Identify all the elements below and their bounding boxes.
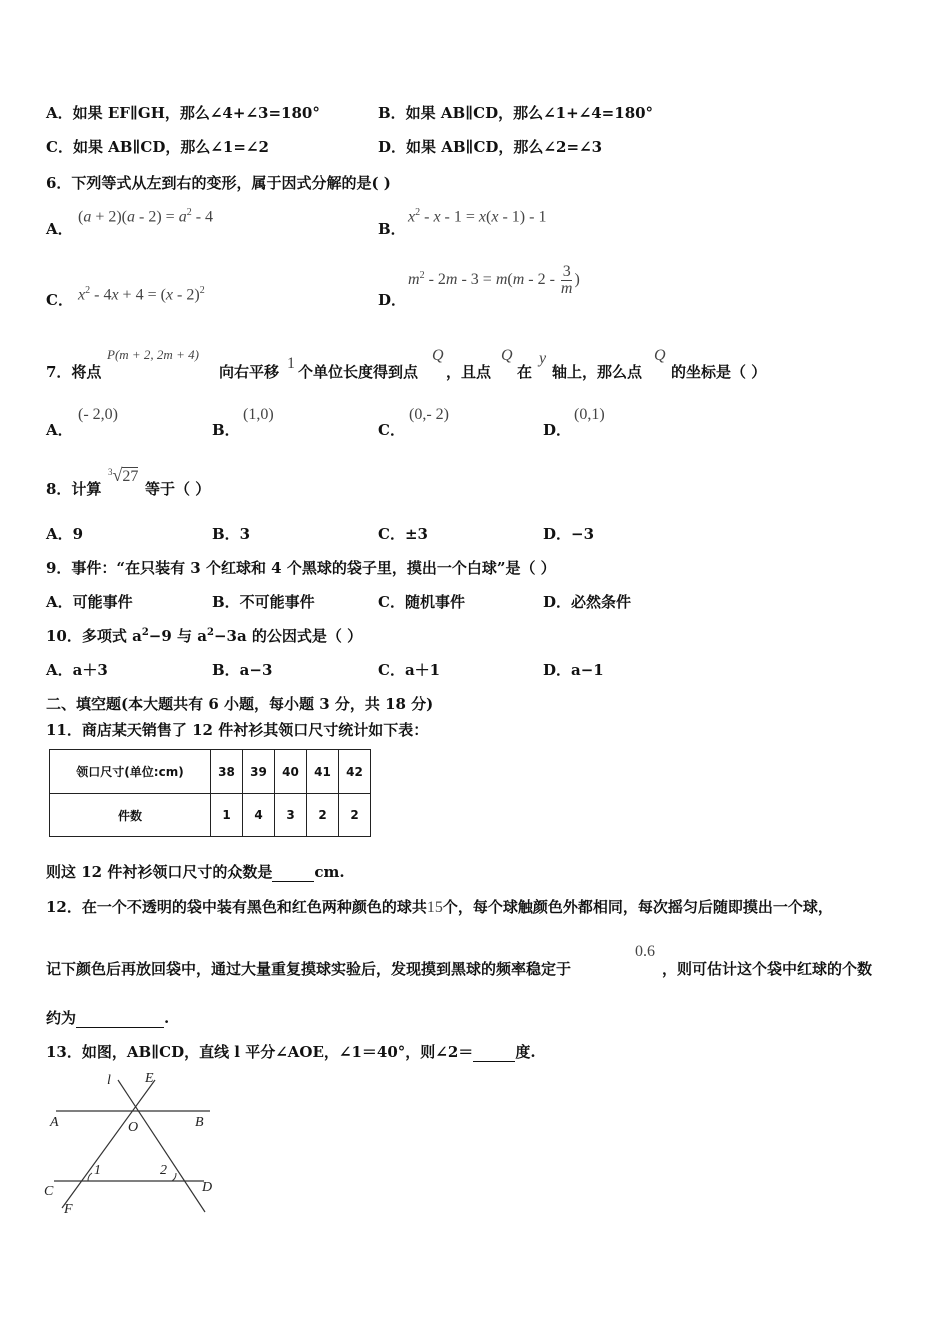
table-header-cell: 件数	[50, 794, 211, 837]
table-cell: 2	[339, 794, 371, 837]
q9-option-a: A．可能事件	[46, 593, 133, 611]
q7-option-c-value: (0,- 2)	[409, 406, 449, 423]
q7-text-3: 个单位长度得到点	[298, 363, 419, 381]
section-heading: 二、填空题(本大题共有 6 小题，每小题 3 分，共 18 分)	[46, 695, 434, 713]
q7-q-2: Q	[501, 347, 513, 364]
table-header-cell: 领口尺寸(单位:cm)	[50, 750, 211, 794]
q9-stem: 9．事件：“在只装有 3 个红球和 4 个黑球的袋子里，摸出一个白球”是（ ）	[46, 559, 556, 577]
q5-option-c: C．如果 AB∥CD，那么∠1=∠2	[46, 138, 269, 156]
q7-text-2: 向右平移	[219, 363, 280, 381]
q12-line-2: 记下颜色后再放回袋中，通过大量重复摸球实验后，发现摸到黑球的频率稳定于	[46, 960, 572, 978]
q6-option-d-label: D．	[378, 291, 407, 309]
q7-text-1: 7．将点	[46, 363, 102, 381]
q12-line-2b: ，则可估计这个袋中红球的个数	[662, 960, 873, 978]
geometry-figure	[40, 1068, 230, 1218]
q7-text-5: 在	[517, 363, 533, 381]
collar-size-table	[49, 749, 371, 837]
q8-option-c: C．±3	[378, 525, 428, 543]
q6-option-b-expr: $x^2 - x - 1 = x(x - 1) - 1$	[408, 207, 547, 226]
q5-option-d: D．如果 AB∥CD，那么∠2=∠3	[378, 138, 603, 156]
q9-option-b: B．不可能事件	[212, 593, 315, 611]
label-f: F	[64, 1202, 73, 1217]
q5-option-b: B．如果 AB∥CD，那么∠1+∠4=180°	[378, 104, 654, 122]
answer-blank[interactable]	[272, 867, 314, 882]
label-a: A	[50, 1115, 59, 1130]
table-cell: 40	[275, 750, 307, 794]
label-d: D	[202, 1180, 213, 1195]
q6-option-a-expr: $(a + 2)(a - 2) = a^2 - 4$	[78, 207, 214, 226]
q9-option-c: C．随机事件	[378, 593, 465, 611]
q13-stem: 13．如图，AB∥CD，直线 l 平分∠AOE，∠1＝40°，则∠2＝ 度.	[46, 1043, 536, 1061]
q6-option-d-expr: $m^2 - 2m - 3 = m(m - 2$ - $\frac{3}{m}$ )	[408, 263, 580, 297]
q12-line-3: 约为 .	[46, 1009, 170, 1027]
table-cell: 39	[243, 750, 275, 794]
table-row	[50, 750, 371, 794]
q7-option-b-value: (1,0)	[243, 406, 274, 423]
q7-q-3: Q	[654, 347, 666, 364]
angle-2-arc	[172, 1173, 176, 1181]
table-cell: 2	[307, 794, 339, 837]
label-angle-2: 2	[160, 1163, 167, 1178]
q7-shift: 1	[287, 355, 295, 372]
q7-text-7: 的坐标是（ ）	[671, 363, 767, 381]
label-e: E	[145, 1071, 154, 1086]
q10-option-d: D．a−1	[543, 661, 604, 679]
label-c: C	[44, 1184, 54, 1199]
q12-probability: 0.6	[635, 943, 655, 960]
q8-option-a: A．9	[46, 525, 84, 543]
q5-option-a: A．如果 EF∥GH，那么∠4+∠3=180°	[46, 104, 320, 122]
q7-q-1: Q	[432, 347, 444, 364]
answer-blank[interactable]	[76, 1013, 164, 1028]
label-angle-1: 1	[94, 1163, 101, 1178]
label-o: O	[128, 1120, 139, 1135]
q6-option-c-expr: $x^2 - 4x + 4 = (x - 2)^2$	[78, 285, 205, 304]
q10-option-c: C．a＋1	[378, 661, 441, 679]
q10-stem: 10．多项式 $a^2-9$ 与 $a^2-3a$ 的公因式是（ ）	[46, 627, 363, 645]
line-ef	[62, 1080, 155, 1208]
table-cell: 3	[275, 794, 307, 837]
q7-option-c-label: C．	[378, 421, 405, 439]
table-cell: 1	[211, 794, 243, 837]
q7-option-d-value: (0,1)	[574, 406, 605, 423]
q7-text-6: 轴上，那么点	[552, 363, 643, 381]
label-l: l	[107, 1073, 111, 1088]
q7-y: y	[539, 350, 547, 367]
answer-blank[interactable]	[473, 1047, 515, 1062]
q8-option-b: B．3	[212, 525, 251, 543]
q8-option-d: D．−3	[543, 525, 595, 543]
table-cell: 41	[307, 750, 339, 794]
table-cell: 4	[243, 794, 275, 837]
q10-option-a: A．a＋3	[46, 661, 108, 679]
q7-text-4: ，且点	[446, 363, 492, 381]
q8-text-2: 等于（ ）	[145, 480, 211, 498]
table-row	[50, 794, 371, 837]
q7-option-d-label: D．	[543, 421, 572, 439]
angle-1-arc	[88, 1173, 92, 1181]
q8-cube-root: $^3$√27	[108, 465, 139, 485]
q11-ask: 则这 12 件衬衫领口尺寸的众数是 cm.	[46, 863, 345, 881]
table-cell: 42	[339, 750, 371, 794]
q6-option-b-label: B．	[378, 220, 406, 238]
q6-option-c-label: C．	[46, 291, 73, 309]
q7-option-a-value: (- 2,0)	[78, 406, 118, 423]
q7-option-a-label: A．	[46, 421, 73, 439]
table-cell: 38	[211, 750, 243, 794]
q10-option-b: B．a−3	[212, 661, 273, 679]
label-b: B	[195, 1115, 204, 1130]
q7-point-p: P(m + 2, 2m + 4)	[107, 347, 199, 362]
q8-text-1: 8．计算	[46, 480, 102, 498]
q9-option-d: D．必然条件	[543, 593, 632, 611]
q6-stem: 6．下列等式从左到右的变形，属于因式分解的是( )	[46, 174, 391, 192]
q12-line-1: 12．在一个不透明的袋中装有黑色和红色两种颜色的球共15个，每个球触颜色外都相同，每次摇匀后随即摸出一个球，	[46, 898, 833, 916]
q11-stem: 11．商店某天销售了 12 件衬衫其领口尺寸统计如下表：	[46, 721, 429, 739]
line-l	[118, 1080, 205, 1212]
q6-option-a-label: A．	[46, 220, 73, 238]
q7-option-b-label: B．	[212, 421, 240, 439]
